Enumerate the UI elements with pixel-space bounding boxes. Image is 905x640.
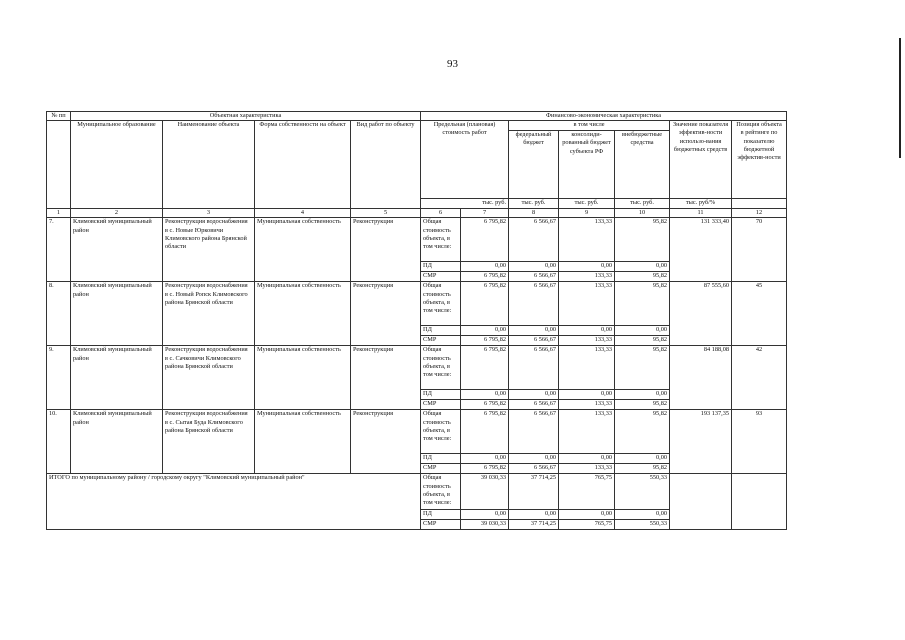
col-number: 6 [421, 209, 461, 218]
total-rank-blank [732, 474, 787, 530]
cost-line-label: Общая стоимость объекта, в том числе: [421, 410, 461, 454]
cost-extra-budget: 95,82 [615, 282, 670, 326]
cost-total: 6 795,82 [461, 346, 509, 390]
cost-extra-budget: 550,33 [615, 474, 670, 510]
header-indicator: Значение показателя эффектив-ности использо-вания бюджетных средств [670, 121, 732, 199]
row-object-name: Реконструкция водоснабжения в с. Новые Юрковичи Климовского района Брянской области [163, 218, 255, 282]
cost-federal: 0,00 [509, 390, 559, 400]
header-work-type: Вид работ по объекту [351, 121, 421, 209]
cost-federal: 6 566,67 [509, 410, 559, 454]
col-number: 9 [559, 209, 615, 218]
cost-extra-budget: 95,82 [615, 400, 670, 410]
header-finance-group: Финансово-экономическая характеристика [421, 112, 787, 121]
cost-federal: 0,00 [509, 454, 559, 464]
unit-rank-blank [732, 199, 787, 209]
row-number: 8. [47, 282, 71, 346]
unit-extra: тыс. руб. [615, 199, 670, 209]
row-municipality: Климовский муниципальный район [71, 410, 163, 474]
table-row [47, 282, 787, 326]
cost-consolidated: 0,00 [559, 326, 615, 336]
cost-extra-budget: 95,82 [615, 346, 670, 390]
header-federal: федеральный бюджет [509, 131, 559, 199]
cost-consolidated: 133,33 [559, 346, 615, 390]
cost-consolidated: 133,33 [559, 464, 615, 474]
cost-total: 0,00 [461, 390, 509, 400]
cost-line-label: СМР [421, 272, 461, 282]
efficiency-indicator: 87 555,60 [670, 282, 732, 346]
cost-total: 6 795,82 [461, 464, 509, 474]
row-object-name: Реконструкция водоснабжения в с. Сачковичи Климовского района Брянской области [163, 346, 255, 410]
cost-line-label: Общая стоимость объекта, в том числе: [421, 218, 461, 262]
header-consolidated: консолиди-рованный бюджет субъекта РФ [559, 131, 615, 199]
cost-line-label: ПД [421, 454, 461, 464]
col-number: 1 [47, 209, 71, 218]
header-including: в том числе [509, 121, 670, 131]
col-number: 12 [732, 209, 787, 218]
cost-total: 6 795,82 [461, 336, 509, 346]
cost-consolidated: 133,33 [559, 218, 615, 262]
cost-consolidated: 133,33 [559, 410, 615, 454]
cost-line-label: ПД [421, 326, 461, 336]
investment-table [46, 111, 787, 530]
cost-consolidated: 133,33 [559, 282, 615, 326]
col-number: 7 [461, 209, 509, 218]
col-number: 2 [71, 209, 163, 218]
unit-indicator: тыс. руб/% [670, 199, 732, 209]
total-label: ИТОГО по муниципальному району / городскому округу "Климовский муниципальный район" [47, 474, 421, 530]
col-number: 4 [255, 209, 351, 218]
cost-consolidated: 133,33 [559, 400, 615, 410]
row-number: 10. [47, 410, 71, 474]
cost-total: 6 795,82 [461, 272, 509, 282]
header-extra-budget: внебюджетные средства [615, 131, 670, 199]
col-number: 8 [509, 209, 559, 218]
efficiency-indicator: 193 137,35 [670, 410, 732, 474]
cost-extra-budget: 0,00 [615, 454, 670, 464]
row-work-type: Реконструкция [351, 282, 421, 346]
unit-cost: тыс. руб. [421, 199, 509, 209]
header-rank: Позиция объекта в рейтинге по показателю бюджетной эффектив-ности [732, 121, 787, 199]
cost-federal: 6 566,67 [509, 218, 559, 262]
cost-federal: 6 566,67 [509, 272, 559, 282]
table-row [47, 218, 787, 262]
cost-line-label: ПД [421, 510, 461, 520]
cost-consolidated: 0,00 [559, 390, 615, 400]
row-ownership: Муниципальная собственность [255, 410, 351, 474]
cost-line-label: СМР [421, 400, 461, 410]
cost-line-label: СМР [421, 520, 461, 530]
cost-total: 0,00 [461, 326, 509, 336]
row-ownership: Муниципальная собственность [255, 218, 351, 282]
cost-line-label: СМР [421, 336, 461, 346]
rating-position: 42 [732, 346, 787, 410]
cost-extra-budget: 0,00 [615, 262, 670, 272]
cost-total: 0,00 [461, 262, 509, 272]
cost-extra-budget: 95,82 [615, 218, 670, 262]
page-number: 93 [447, 58, 458, 70]
header-municipality: Муниципальное образование [71, 121, 163, 209]
cost-line-label: СМР [421, 464, 461, 474]
cost-line-label: Общая стоимость объекта, в том числе: [421, 474, 461, 510]
cost-line-label: ПД [421, 390, 461, 400]
table-row [47, 346, 787, 390]
row-ownership: Муниципальная собственность [255, 282, 351, 346]
row-work-type: Реконструкция [351, 218, 421, 282]
cost-federal: 0,00 [509, 326, 559, 336]
cost-total: 6 795,82 [461, 410, 509, 454]
cost-total: 6 795,82 [461, 282, 509, 326]
unit-consolidated: тыс. руб. [559, 199, 615, 209]
row-work-type: Реконструкция [351, 346, 421, 410]
row-number: 9. [47, 346, 71, 410]
cost-extra-budget: 0,00 [615, 510, 670, 520]
rating-position: 93 [732, 410, 787, 474]
header-num: № пп [47, 112, 71, 121]
header-object-group: Объектная характеристика [71, 112, 421, 121]
table-row [47, 410, 787, 454]
cost-extra-budget: 95,82 [615, 410, 670, 454]
row-object-name: Реконструкция водоснабжения в с. Сытая Буда Климовского района Брянской области [163, 410, 255, 474]
cost-federal: 6 566,67 [509, 346, 559, 390]
cost-consolidated: 765,75 [559, 474, 615, 510]
cost-line-label: ПД [421, 262, 461, 272]
cost-federal: 6 566,67 [509, 400, 559, 410]
total-indicator-blank [670, 474, 732, 530]
cost-total: 0,00 [461, 510, 509, 520]
row-municipality: Климовский муниципальный район [71, 346, 163, 410]
row-object-name: Реконструкция водоснабжения в с. Новый Ропск Климовского района Брянской области [163, 282, 255, 346]
header-num-blank [47, 121, 71, 209]
cost-extra-budget: 95,82 [615, 336, 670, 346]
col-number: 11 [670, 209, 732, 218]
cost-federal: 0,00 [509, 262, 559, 272]
cost-federal: 6 566,67 [509, 336, 559, 346]
cost-line-label: Общая стоимость объекта, в том числе: [421, 282, 461, 326]
col-number: 5 [351, 209, 421, 218]
row-ownership: Муниципальная собственность [255, 346, 351, 410]
row-municipality: Климовский муниципальный район [71, 218, 163, 282]
rating-position: 70 [732, 218, 787, 282]
margin-mark [899, 38, 901, 158]
cost-federal: 6 566,67 [509, 282, 559, 326]
total-row [47, 474, 787, 510]
cost-extra-budget: 550,33 [615, 520, 670, 530]
cost-federal: 6 566,67 [509, 464, 559, 474]
header-ownership: Форма собственности на объект [255, 121, 351, 209]
rating-position: 45 [732, 282, 787, 346]
col-number: 10 [615, 209, 670, 218]
cost-total: 6 795,82 [461, 400, 509, 410]
cost-extra-budget: 95,82 [615, 464, 670, 474]
cost-line-label: Общая стоимость объекта, в том числе: [421, 346, 461, 390]
cost-total: 6 795,82 [461, 218, 509, 262]
col-number: 3 [163, 209, 255, 218]
cost-consolidated: 0,00 [559, 454, 615, 464]
cost-extra-budget: 0,00 [615, 326, 670, 336]
cost-federal: 0,00 [509, 510, 559, 520]
cost-federal: 37 714,25 [509, 520, 559, 530]
row-municipality: Климовский муниципальный район [71, 282, 163, 346]
cost-total: 0,00 [461, 454, 509, 464]
unit-federal: тыс. руб. [509, 199, 559, 209]
cost-consolidated: 0,00 [559, 510, 615, 520]
cost-total: 39 030,33 [461, 520, 509, 530]
cost-total: 39 030,33 [461, 474, 509, 510]
efficiency-indicator: 131 333,40 [670, 218, 732, 282]
header-estimated-cost: Предельная (плановая) стоимость работ [421, 121, 509, 199]
cost-federal: 37 714,25 [509, 474, 559, 510]
cost-extra-budget: 0,00 [615, 390, 670, 400]
cost-consolidated: 765,75 [559, 520, 615, 530]
cost-consolidated: 133,33 [559, 272, 615, 282]
cost-consolidated: 0,00 [559, 262, 615, 272]
row-work-type: Реконструкция [351, 410, 421, 474]
efficiency-indicator: 84 188,08 [670, 346, 732, 410]
cost-extra-budget: 95,82 [615, 272, 670, 282]
header-object-name: Наименование объекта [163, 121, 255, 209]
cost-consolidated: 133,33 [559, 336, 615, 346]
row-number: 7. [47, 218, 71, 282]
